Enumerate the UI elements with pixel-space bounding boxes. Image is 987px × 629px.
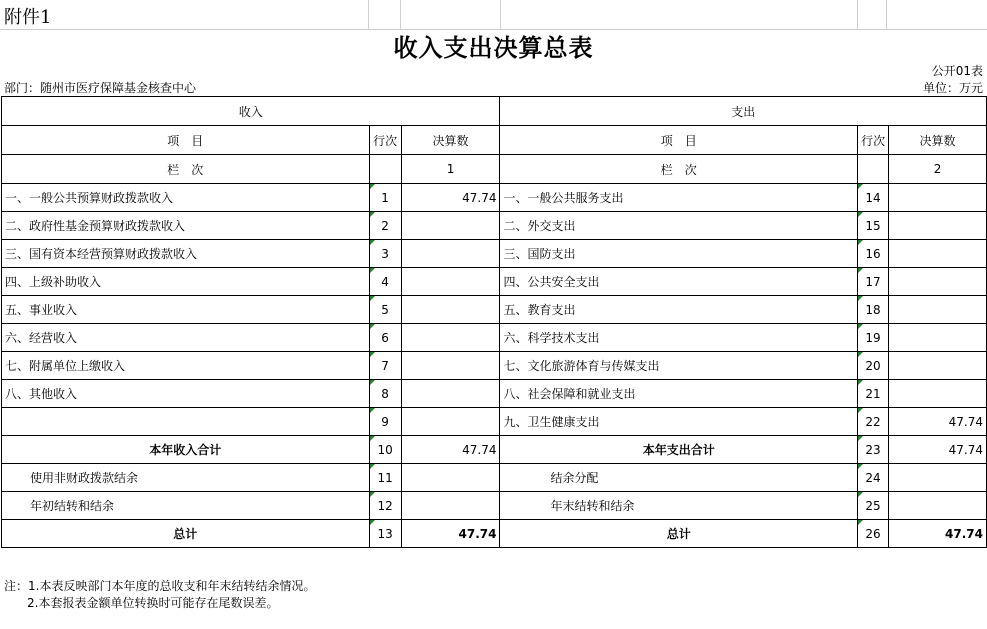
expense-amount-cell xyxy=(889,184,987,212)
expense-line-cell: 24 xyxy=(858,464,889,492)
expense-order-label: 栏 次 xyxy=(500,155,858,184)
unit-label: 单位：万元 xyxy=(922,81,983,95)
expense-line-cell: 19 xyxy=(858,324,889,352)
expense-line-cell: 20 xyxy=(858,352,889,380)
income-amount-cell xyxy=(401,464,500,492)
income-amount-cell xyxy=(401,492,500,520)
income-order-label: 栏 次 xyxy=(2,155,370,184)
expense-amount-header: 决算数 xyxy=(889,126,987,155)
income-amount-header: 决算数 xyxy=(401,126,500,155)
table-row xyxy=(2,268,987,296)
income-item-cell: 使用非财政拨款结余 xyxy=(2,464,370,492)
expense-line-cell: 26 xyxy=(858,520,889,548)
income-item-cell: 本年收入合计 xyxy=(2,436,370,464)
expense-item-header: 项 目 xyxy=(500,126,858,155)
table-row xyxy=(2,520,987,548)
attachment-label: 附件1 xyxy=(4,7,52,28)
expense-line-cell: 15 xyxy=(858,212,889,240)
page-title: 收入支出决算总表 xyxy=(393,33,594,62)
column-order-row xyxy=(2,155,987,184)
expense-amount-cell xyxy=(889,212,987,240)
expense-item-cell: 八、社会保障和就业支出 xyxy=(500,380,858,408)
expense-order-line xyxy=(858,155,889,184)
income-line-cell: 1 xyxy=(369,184,401,212)
income-line-cell: 7 xyxy=(369,352,401,380)
table-row xyxy=(2,436,987,464)
income-item-header: 项 目 xyxy=(2,126,370,155)
table-code: 公开01表 xyxy=(931,64,983,78)
income-amount-cell xyxy=(401,408,500,436)
expense-header: 支出 xyxy=(500,97,987,126)
income-amount-cell xyxy=(401,240,500,268)
income-item-cell: 五、事业收入 xyxy=(2,296,370,324)
expense-item-cell: 总计 xyxy=(500,520,858,548)
income-line-cell: 4 xyxy=(369,268,401,296)
expense-item-cell: 四、公共安全支出 xyxy=(500,268,858,296)
income-item-cell: 六、经营收入 xyxy=(2,324,370,352)
expense-item-cell: 一、一般公共服务支出 xyxy=(500,184,858,212)
expense-amount-cell xyxy=(889,296,987,324)
income-line-cell: 8 xyxy=(369,380,401,408)
income-amount-cell: 47.74 xyxy=(401,436,500,464)
income-line-cell: 11 xyxy=(369,464,401,492)
income-item-cell: 总计 xyxy=(2,520,370,548)
expense-line-cell: 17 xyxy=(858,268,889,296)
expense-amount-cell xyxy=(889,324,987,352)
income-header: 收入 xyxy=(2,97,500,126)
income-line-cell: 3 xyxy=(369,240,401,268)
income-amount-cell: 47.74 xyxy=(401,184,500,212)
income-line-header: 行次 xyxy=(369,126,401,155)
column-header-row xyxy=(2,126,987,155)
income-line-cell: 6 xyxy=(369,324,401,352)
expense-amount-cell xyxy=(889,240,987,268)
expense-item-cell: 本年支出合计 xyxy=(500,436,858,464)
income-line-cell: 5 xyxy=(369,296,401,324)
table-row xyxy=(2,408,987,436)
expense-amount-cell xyxy=(889,380,987,408)
income-col-no: 1 xyxy=(401,155,500,184)
income-line-cell: 10 xyxy=(369,436,401,464)
income-item-cell: 七、附属单位上缴收入 xyxy=(2,352,370,380)
income-item-cell: 二、政府性基金预算财政拨款收入 xyxy=(2,212,370,240)
notes xyxy=(4,578,315,612)
note-1: 注：1.本表反映部门本年度的总收支和年末结转结余情况。 xyxy=(4,579,316,593)
expense-line-cell: 16 xyxy=(858,240,889,268)
income-order-line xyxy=(369,155,401,184)
income-amount-cell xyxy=(401,212,500,240)
expense-item-cell: 七、文化旅游体育与传媒支出 xyxy=(500,352,858,380)
expense-item-cell: 五、教育支出 xyxy=(500,296,858,324)
expense-col-no: 2 xyxy=(889,155,987,184)
income-amount-cell xyxy=(401,296,500,324)
expense-amount-cell: 47.74 xyxy=(889,408,987,436)
income-item-cell: 八、其他收入 xyxy=(2,380,370,408)
expense-amount-cell xyxy=(889,492,987,520)
section-header-row xyxy=(2,97,987,126)
expense-line-cell: 25 xyxy=(858,492,889,520)
expense-amount-cell xyxy=(889,352,987,380)
table-row xyxy=(2,352,987,380)
income-line-cell: 9 xyxy=(369,408,401,436)
expense-amount-cell xyxy=(889,464,987,492)
expense-item-cell: 结余分配 xyxy=(500,464,858,492)
income-amount-cell xyxy=(401,380,500,408)
income-item-cell xyxy=(2,408,370,436)
income-item-cell: 三、国有资本经营预算财政拨款收入 xyxy=(2,240,370,268)
expense-line-cell: 22 xyxy=(858,408,889,436)
table-row xyxy=(2,184,987,212)
expense-line-cell: 14 xyxy=(858,184,889,212)
expense-line-cell: 23 xyxy=(858,436,889,464)
income-expense-table xyxy=(1,96,987,548)
table-row xyxy=(2,492,987,520)
department-label: 部门：随州市医疗保障基金核查中心 xyxy=(4,81,197,95)
expense-line-header: 行次 xyxy=(858,126,889,155)
income-amount-cell: 47.74 xyxy=(401,520,500,548)
income-amount-cell xyxy=(401,268,500,296)
expense-amount-cell: 47.74 xyxy=(889,520,987,548)
expense-line-cell: 18 xyxy=(858,296,889,324)
table-row xyxy=(2,380,987,408)
expense-item-cell: 年末结转和结余 xyxy=(500,492,858,520)
income-item-cell: 一、一般公共预算财政拨款收入 xyxy=(2,184,370,212)
expense-item-cell: 九、卫生健康支出 xyxy=(500,408,858,436)
income-amount-cell xyxy=(401,324,500,352)
income-line-cell: 13 xyxy=(369,520,401,548)
table-row xyxy=(2,296,987,324)
table-row xyxy=(2,464,987,492)
income-item-cell: 年初结转和结余 xyxy=(2,492,370,520)
income-item-cell: 四、上级补助收入 xyxy=(2,268,370,296)
table-row xyxy=(2,212,987,240)
income-line-cell: 12 xyxy=(369,492,401,520)
note-2: 2.本套报表金额单位转换时可能存在尾数误差。 xyxy=(27,596,279,610)
income-line-cell: 2 xyxy=(369,212,401,240)
expense-item-cell: 三、国防支出 xyxy=(500,240,858,268)
expense-amount-cell xyxy=(889,268,987,296)
expense-line-cell: 21 xyxy=(858,380,889,408)
expense-amount-cell: 47.74 xyxy=(889,436,987,464)
expense-item-cell: 二、外交支出 xyxy=(500,212,858,240)
table-row xyxy=(2,240,987,268)
table-row xyxy=(2,324,987,352)
income-amount-cell xyxy=(401,352,500,380)
expense-item-cell: 六、科学技术支出 xyxy=(500,324,858,352)
